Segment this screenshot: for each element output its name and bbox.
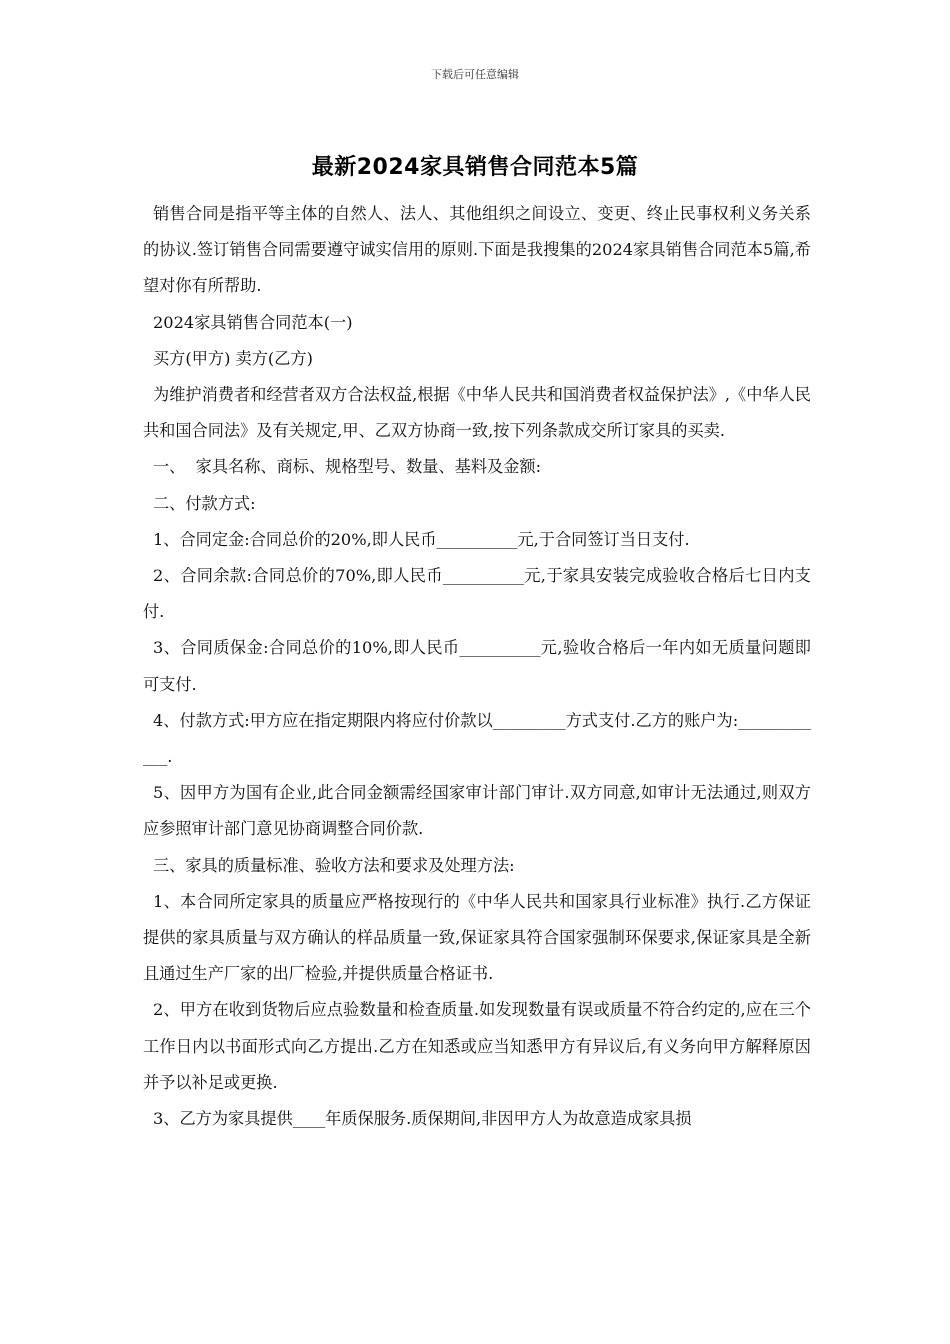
paragraph-contract-heading: 2024家具销售合同范本(一) xyxy=(153,312,353,332)
document-body xyxy=(143,196,811,1137)
paragraph-intro: 销售合同是指平等主体的自然人、法人、其他组织之间设立、变更、终止民事权利义务关系的协议.签订销售合同需要遵守诚实信用的原则.下面是我搜集的2024家具销售合同范本5篇,希望对你有所帮助. xyxy=(143,204,811,296)
paragraph-audit: 5、因甲方为国有企业,此合同金额需经国家审计部门审计.双方同意,如审计无法通过,则双方应参照审计部门意见协商调整合同价款. xyxy=(143,783,811,839)
paragraph-section-2: 二、付款方式: xyxy=(153,493,256,513)
paragraph-inspection: 2、甲方在收到货物后应点验数量和检查质量.如发现数量有误或质量不符合约定的,应在三个工作日内以书面形式向乙方提出.乙方在知悉或应当知悉甲方有异议后,有义务向甲方解释原因并予以补足或更换. xyxy=(143,1000,811,1092)
header-note: 下载后可任意编辑 xyxy=(431,68,519,81)
paragraph-warranty-service: 3、乙方为家具提供____年质保服务.质保期间,非因甲方人为故意造成家具损 xyxy=(153,1109,692,1129)
paragraph-section-1: 一、 家具名称、商标、规格型号、数量、基料及金额: xyxy=(153,457,542,477)
paragraph-payment-method: 4、付款方式:甲方应在指定期限内将应付价款以_________方式支付.乙方的账户为:____________. xyxy=(143,710,811,767)
paragraph-preamble: 为维护消费者和经营者双方合法权益,根据《中华人民共和国消费者权益保护法》,《中华人民共和国合同法》及有关规定,甲、乙双方协商一致,按下列条款成交所订家具的买卖. xyxy=(143,385,811,441)
paragraph-warranty-fee: 3、合同质保金:合同总价的10%,即人民币__________元,验收合格后一年内如无质量问题即可支付. xyxy=(143,638,811,694)
paragraph-quality-standard: 1、本合同所定家具的质量应严格按现行的《中华人民共和国家具行业标准》执行.乙方保证提供的家具质量与双方确认的样品质量一致,保证家具符合国家强制环保要求,保证家具是全新且通过生产厂家的出厂检验,并提供质量合格证书. xyxy=(143,891,811,984)
paragraph-parties: 买方(甲方) 卖方(乙方) xyxy=(153,348,313,368)
document-title: 最新2024家具销售合同范本5篇 xyxy=(311,155,639,180)
paragraph-balance: 2、合同余款:合同总价的70%,即人民币__________元,于家具安装完成验收合格后七日内支付. xyxy=(143,566,811,622)
paragraph-deposit: 1、合同定金:合同总价的20%,即人民币__________元,于合同签订当日支付. xyxy=(153,529,690,549)
paragraph-section-3: 三、家具的质量标准、验收方法和要求及处理方法: xyxy=(153,855,515,875)
